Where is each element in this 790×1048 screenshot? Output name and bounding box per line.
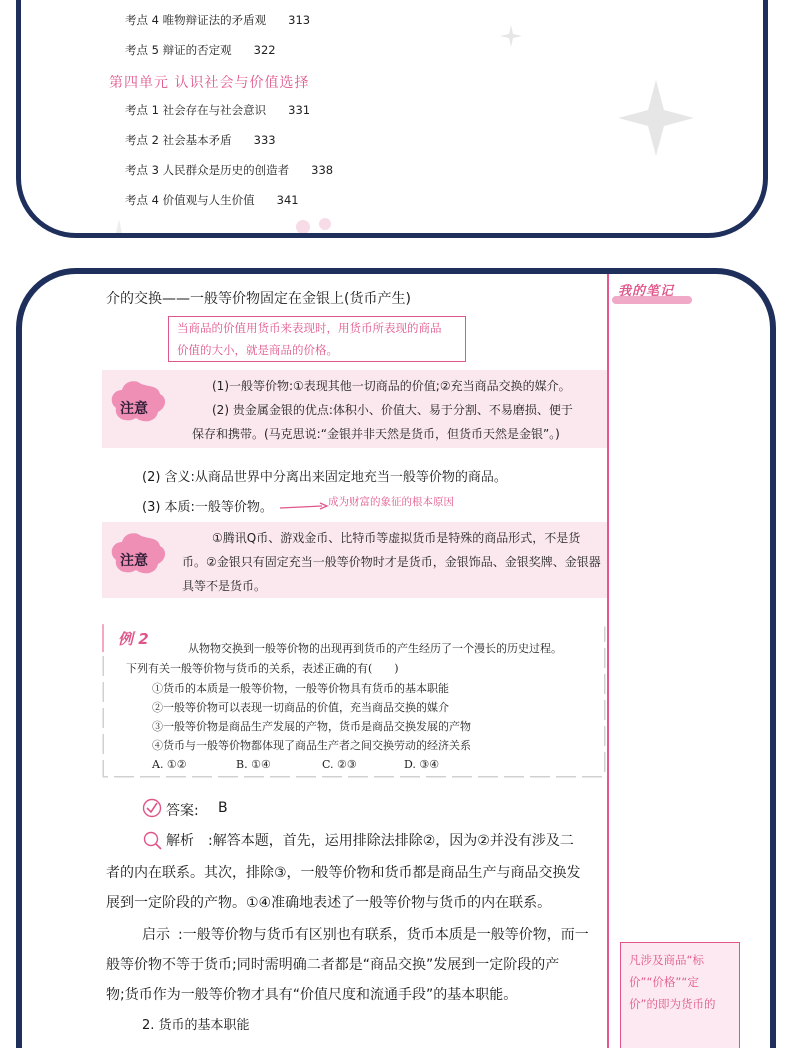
notice-text: (1)一般等价物:①表现其他一切商品的价值;②充当商品交换的媒介。 <box>212 379 571 393</box>
example-choice: D. ③④ <box>404 758 440 771</box>
example-option: ④货币与一般等价物都体现了商品生产者之间交换劳动的经济关系 <box>152 739 471 752</box>
toc-item: 考点 4 价值观与人生价值 341 <box>125 193 299 207</box>
check-circle-icon <box>142 798 162 818</box>
notice-text: ①腾讯Q币、游戏金币、比特币等虚拟货币是特殊的商品形式，不是货 <box>212 531 581 545</box>
example-choice: A. ①② <box>152 758 187 771</box>
analysis-text: 者的内在联系。其次，排除③，一般等价物和货币都是商品生产与商品交换发 <box>106 865 581 881</box>
toc-card <box>16 0 768 238</box>
notice-text: 保存和携带。(马克思说:“金银并非天然是货币，但货币天然是金银”。) <box>192 427 560 441</box>
pink-note: 当商品的价值用货币来表现时，用货币所表现的商品 价值的大小，就是商品的价格。 <box>168 316 466 362</box>
example-option: ②一般等价物可以表现一切商品的价值，充当商品交换的媒介 <box>152 701 449 714</box>
sparkle-icon <box>101 218 137 238</box>
section-heading: 2. 货币的基本职能 <box>142 1018 250 1033</box>
notes-label: 我的笔记 <box>618 284 675 299</box>
notice-label: 注意 <box>120 401 148 417</box>
arrow-note: 成为财富的象征的根本原因 <box>328 496 454 508</box>
arrow-icon <box>280 502 328 512</box>
example-stem: 从物物交换到一般等价物的出现再到货币的产生经历了一个漫长的历史过程。 <box>188 642 562 655</box>
toc-item: 考点 4 唯物辩证法的矛盾观 313 <box>125 13 311 27</box>
magnifier-icon <box>142 830 162 850</box>
notes-page <box>16 268 776 1048</box>
toc-item: 考点 5 辩证的否定观 322 <box>125 43 276 57</box>
example-choice: B. ①④ <box>236 758 271 771</box>
hint-text: 物;货币作为一般等价物才具有“价值尺度和流通手段”的基本职能。 <box>106 987 518 1003</box>
content-line: 介的交换——一般等价物固定在金银上(货币产生) <box>106 291 411 307</box>
hint-text: :一般等价物与货币有区别也有联系，货币本质是一般等价物，而一 <box>178 927 589 943</box>
flower-icon <box>291 212 341 238</box>
content-line: (2) 含义:从商品世界中分离出来固定地充当一般等价物的商品。 <box>142 470 507 485</box>
unit-title: 第四单元 认识社会与价值选择 <box>109 75 310 91</box>
answer-value: B <box>218 800 228 816</box>
example-option: ③一般等价物是商品生产发展的产物，货币是商品交换发展的产物 <box>152 720 471 733</box>
example-option: ①货币的本质是一般等价物，一般等价物具有货币的基本职能 <box>152 682 449 695</box>
toc-item: 考点 1 社会存在与社会意识 331 <box>125 103 311 117</box>
sparkle-icon <box>499 24 523 48</box>
example-label: 例 2 <box>118 630 149 648</box>
example-stem: 下列有关一般等价物与货币的关系，表述正确的有( ) <box>126 662 399 675</box>
toc-item: 考点 2 社会基本矛盾 333 <box>125 133 276 147</box>
content-line: (3) 本质:一般等价物。 <box>142 500 273 515</box>
notice-text: (2) 贵金属金银的优点:体积小、价值大、易于分割、不易磨损、便于 <box>212 403 573 417</box>
notice-text: 具等不是货币。 <box>182 579 267 593</box>
toc-item: 考点 3 人民群众是历史的创造者 338 <box>125 163 334 177</box>
example-choice: C. ②③ <box>322 758 357 771</box>
notice-label: 注意 <box>120 553 148 569</box>
analysis-text: :解答本题，首先，运用排除法排除②，因为②并没有涉及二 <box>208 833 574 849</box>
side-note: 凡涉及商品“标 价”“价格”“定 价”的即为货币的 <box>620 942 740 1048</box>
example-block <box>104 624 604 776</box>
hint-label: 启示 <box>142 927 170 943</box>
notice-text: 币。②金银只有固定充当一般等价物时才是货币，金银饰品、金银奖牌、金银器 <box>182 555 601 569</box>
hint-text: 般等价物不等于货币;同时需明确二者都是“商品交换”发展到一定阶段的产 <box>106 957 560 973</box>
answer-label: 答案: <box>166 803 199 819</box>
analysis-label: 解析 <box>166 833 194 849</box>
analysis-text: 展到一定阶段的产物。①④准确地表述了一般等价物与货币的内在联系。 <box>106 895 552 911</box>
sparkle-icon <box>616 78 696 158</box>
notes-column <box>607 274 776 1048</box>
